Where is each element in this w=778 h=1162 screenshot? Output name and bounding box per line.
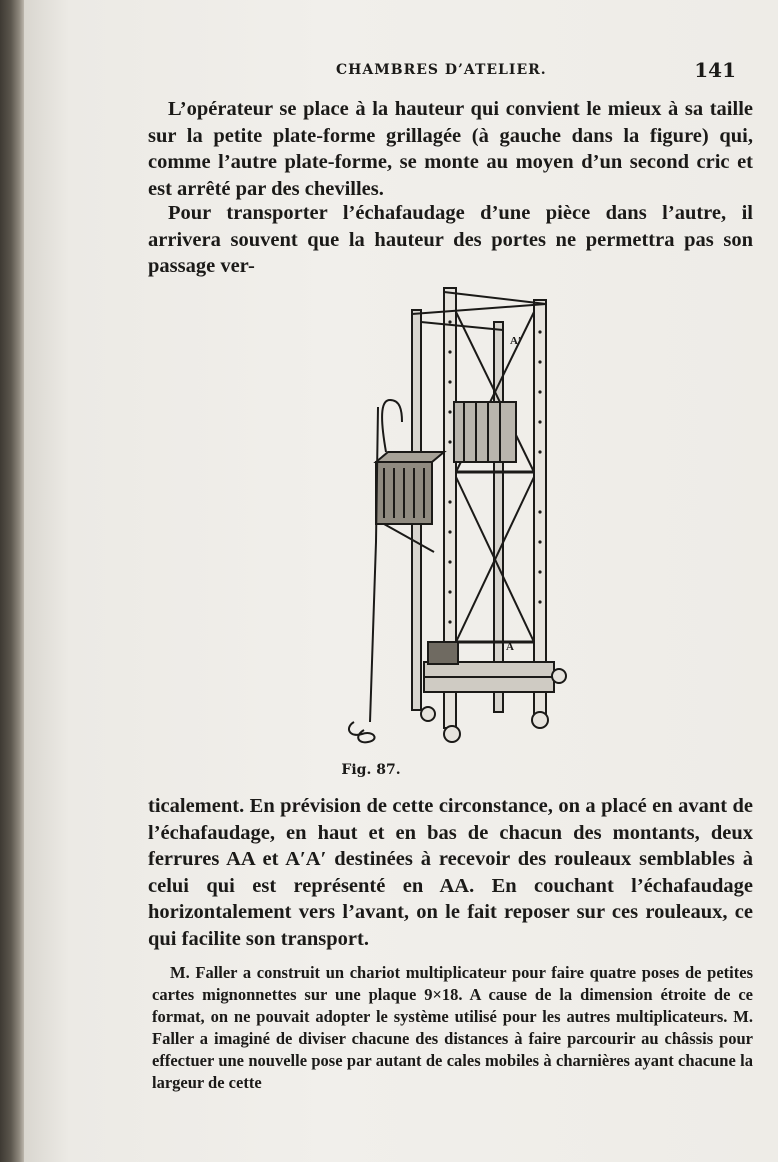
book-gutter — [0, 0, 24, 1162]
paragraph-transport: Pour transporter l’échafaudage d’une pièce dans l’autre, il arrivera souvent que la hauteur des portes ne permettra pas son passage ver- — [148, 202, 753, 277]
book-page — [24, 0, 778, 1162]
paragraph-faller: M. Faller a construit un chariot multiplicateur pour faire quatre poses de petites cartes mignonnettes sur une plaque 9×18. A cause de la dimension étroite de ce format, on ne pouvait adopter le système utilisé pour les autres multiplicateurs. M. Faller a imaginé de diviser chacune des distances à faire parcourir au châssis pour effectuer une nouvelle pose par autant de cales mobiles à charnières ayant chacune la largeur de cette — [152, 963, 753, 1092]
paragraph-operator: L’opérateur se place à la hauteur qui convient le mieux à sa taille sur la petite plate-forme grillagée (à gauche dans la figure) qui, comme l’autre plate-forme, se monte au moyen d’un second cric et est arrêté par des chevilles. — [148, 98, 753, 200]
figure-label-a-prime: A′ — [510, 335, 522, 347]
figure-caption: Fig. 87. — [341, 762, 401, 778]
figure-label-a: A — [506, 641, 514, 653]
running-title: CHAMBRES D’ATELIER. — [336, 62, 547, 78]
scaffold-engraving — [324, 282, 574, 752]
running-head — [336, 58, 736, 84]
paragraph-continuation: ticalement. En prévision de cette circonstance, on a placé en avant de l’échafaudage, en haut et en bas de chacun des montants, deux ferrures AA et A′A′ destinées à recevoir des rouleaux semblables à celui qui est représenté en AA. En couchant l’échafaudage horizontalement vers l’avant, on le fait reposer sur ces rouleaux, ce qui facilite son transport. — [148, 795, 753, 950]
page-number: 141 — [694, 58, 736, 82]
